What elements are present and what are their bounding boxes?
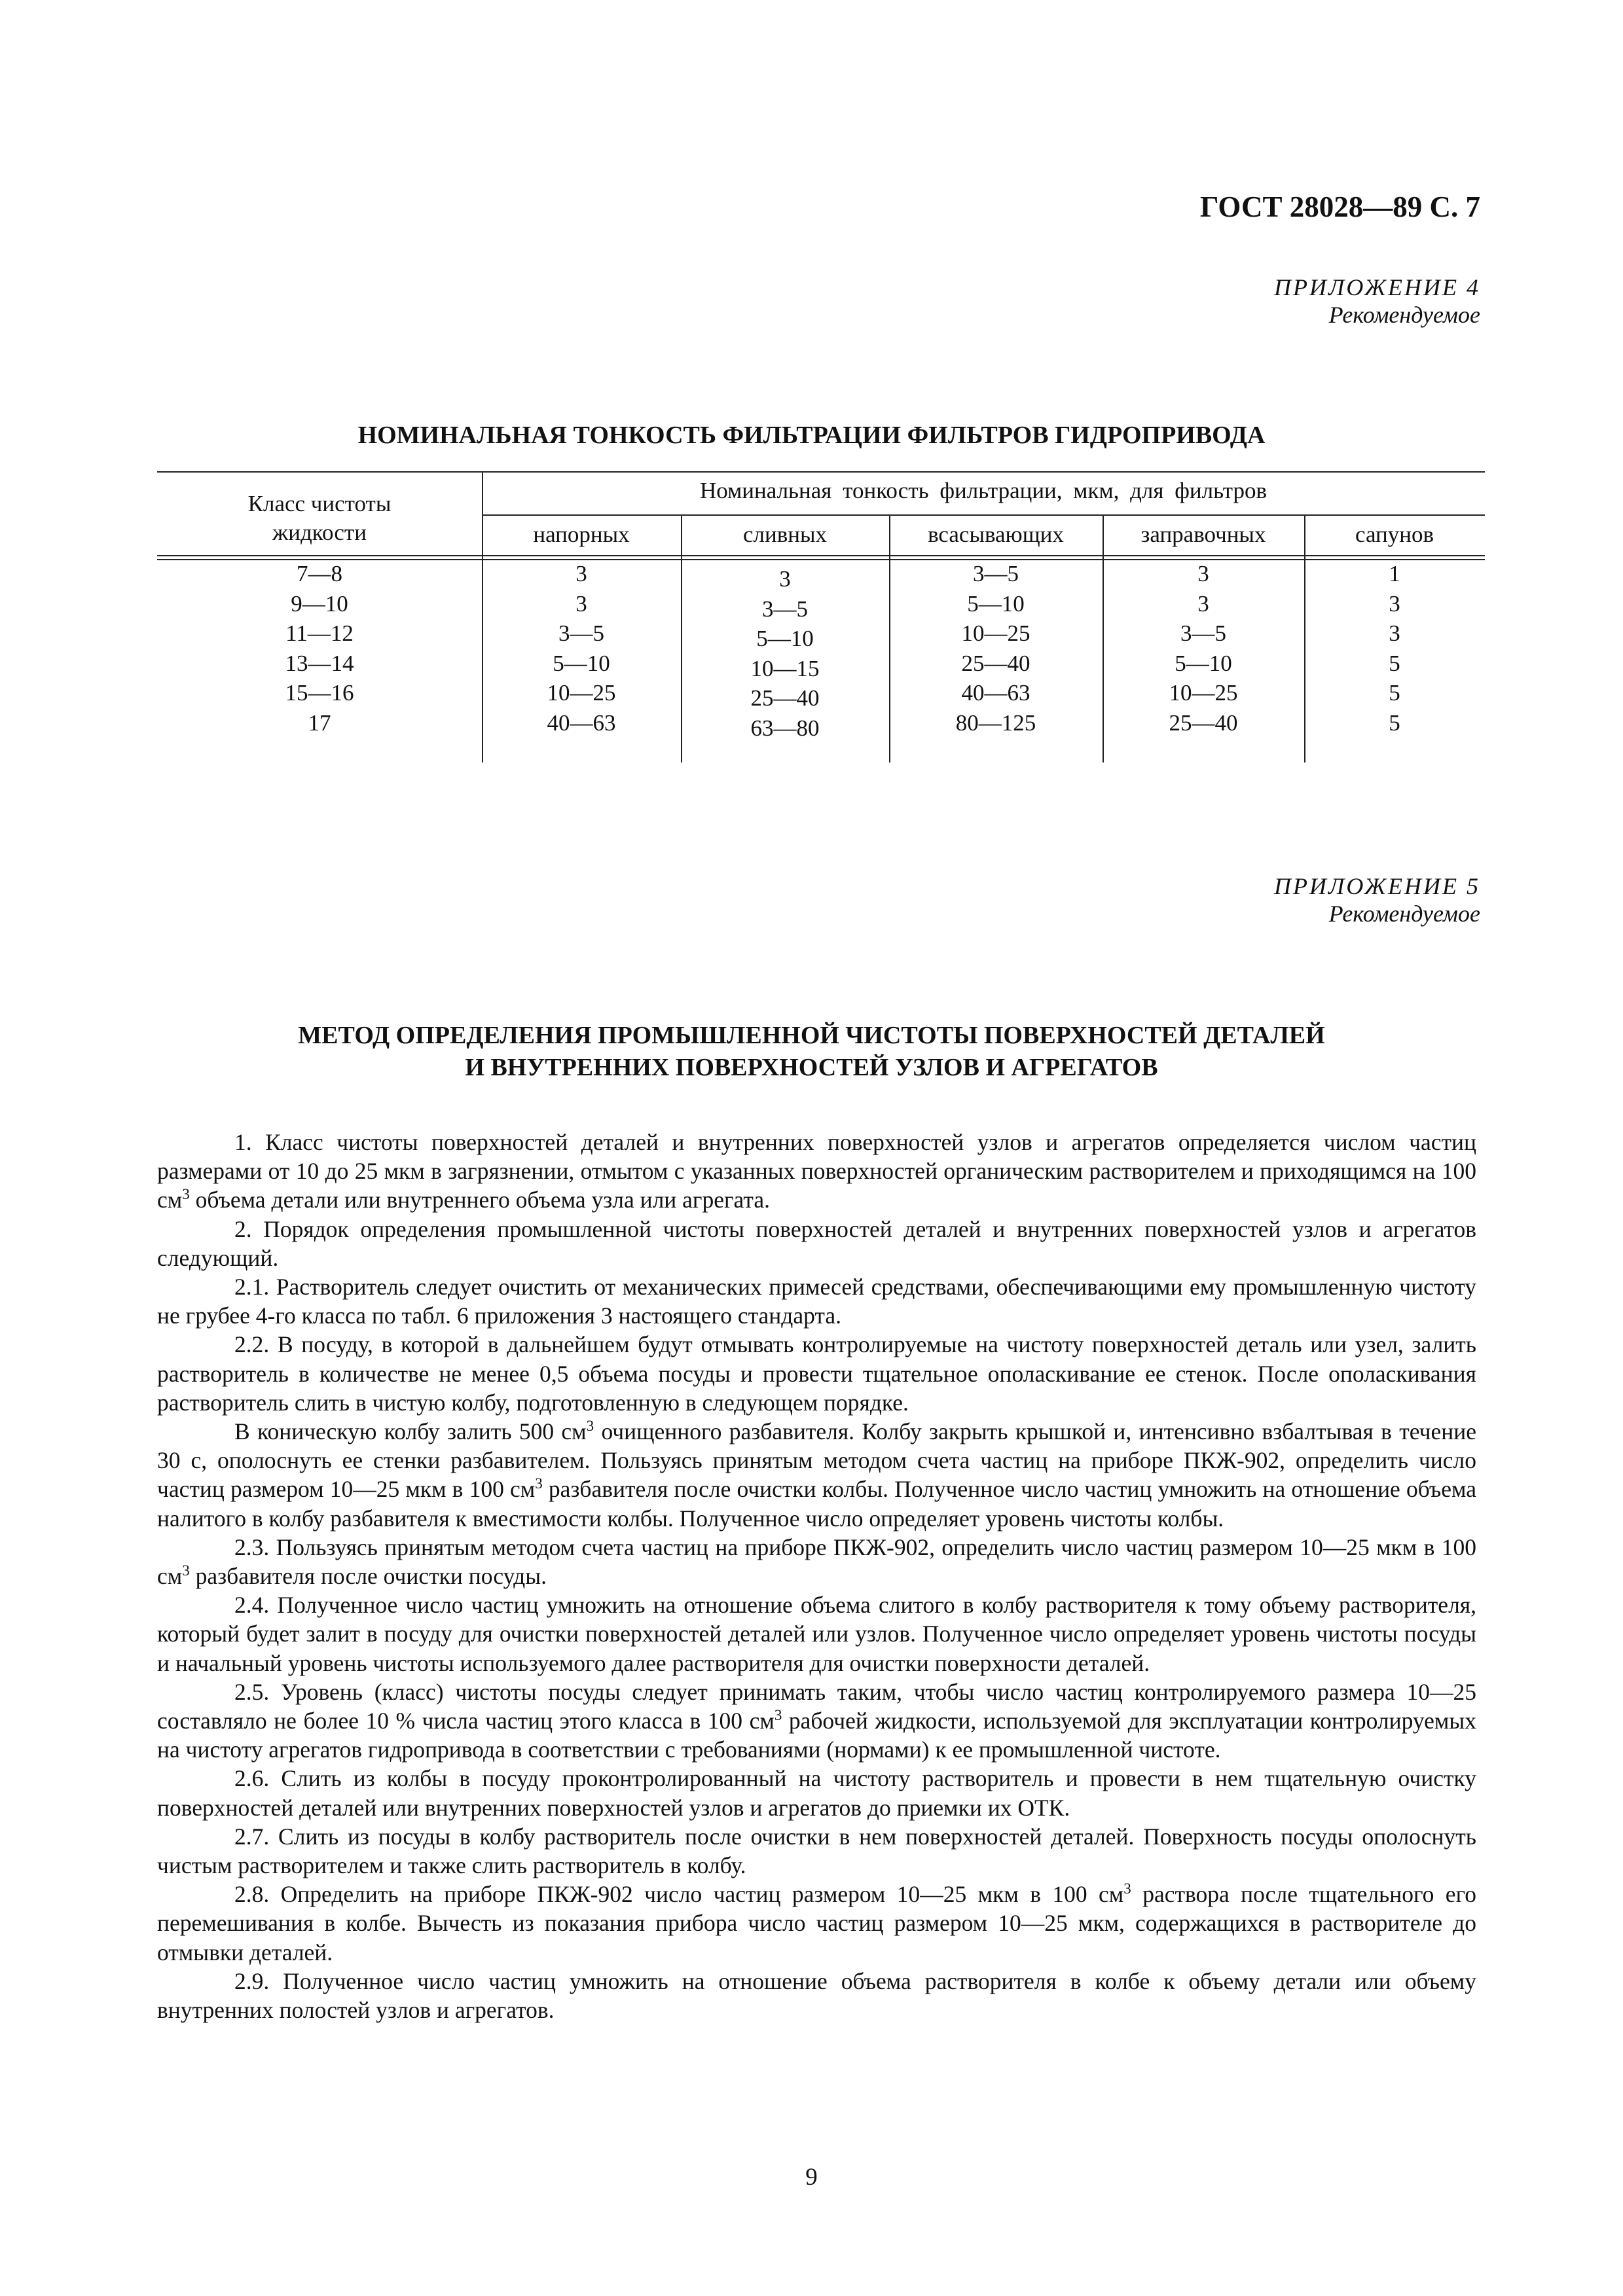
table-cell: 7—8 [297,561,342,586]
table-cell: 13—14 [285,650,354,676]
paragraph-2-8: 2.8. Определить на приборе ПКЖ-902 число частиц размером 10—25 мкм в 100 $см^3$ раствора после тщательного его перемешивания в колбе. Вычесть из показания прибора число частиц размером 10—25 мкм, содержащихся в растворителе до отмывки деталей. [157,1880,1476,1965]
paragraph-2-2-flask: В коническую колбу залить 500 $см^3$ очищенного разбавителя. Колбу закрыть крышкой и, интенсивно взбалтывая в течение 30 с, ополоснуть ее стенки разбавителем. Пользуясь принятым методом счета частиц на приборе ПКЖ-902, определить число частиц размером 10—25 мкм в 100 $см^3$ разбавителя после очистки колбы. Полученное число частиц умножить на отношение объема налитого в колбу разбавителя к вместимости колбы. Полученное число определяет уровень чистоты колбы. [157,1417,1476,1532]
table-cell: 10—25 [961,620,1030,646]
table-cell: 3—5 [762,596,808,622]
paragraph-2-7: 2.7. Слить из посуды в колбу растворитель после очистки в нем поверхностей деталей. Поверхность посуды ополоснуть чистым растворителем и также слить растворитель в колбу. [157,1823,1476,1879]
table-cell: 5 [1389,709,1400,736]
table-cell: 3 [1389,620,1400,646]
row-header-cell: Класс чистоты жидкости [247,491,392,545]
table-cell: 17 [308,709,331,736]
paragraph-2: 2. Порядок определения промышленной чистоты поверхностей деталей и внутренних поверхностей узлов и агрегатов следующий. [157,1215,1476,1271]
class-column [157,559,482,738]
table-cell: 3—5 [973,561,1019,586]
table-cell: 5 [1389,650,1400,676]
paragraph-2-9: 2.9. Полученное число частиц умножить на отношение объема растворителя в колбе к объему детали или объему внутренних полостей узлов и агрегатов. [157,1967,1476,2024]
column-header: напорных [533,522,630,547]
table-cell: 3 [1389,590,1400,617]
table-cell: 10—25 [1169,680,1238,706]
appendix-label: ПРИЛОЖЕНИЕ 4 [1274,274,1480,300]
table-cell: 80—125 [955,709,1036,736]
paragraph-2-6: 2.6. Слить из колбы в посуду проконтролированный на чистоту растворитель и провести в нем тщательную очистку поверхностей деталей или внутренних поверхностей узлов и агрегатов до приемки их ОТК. [157,1765,1476,1821]
document-header: ГОСТ 28028—89 С. 7 [1199,190,1480,223]
appendix-4-heading [1274,274,1480,329]
method-title-line: МЕТОД ОПРЕДЕЛЕНИЯ ПРОМЫШЛЕННОЙ ЧИСТОТЫ ПОВЕРХНОСТЕЙ ДЕТАЛЕЙ [298,1022,1325,1049]
table-cell: 5—10 [967,590,1025,617]
table-title: НОМИНАЛЬНАЯ ТОНКОСТЬ ФИЛЬТРАЦИИ ФИЛЬТРОВ ГИДРОПРИВОДА [357,422,1266,449]
paragraph-2-1: 2.1. Растворитель следует очистить от механических примесей средствами, обеспечивающими ему промышленную чистоту не грубее 4-го класса по табл. 6 приложения 3 настоящего стандарта. [157,1274,1476,1329]
appendix-label: ПРИЛОЖЕНИЕ 5 [1274,873,1480,899]
filtration-table [157,471,1485,762]
paragraph-2-3: 2.3. Пользуясь принятым методом счета частиц на приборе ПКЖ-902, определить число частиц размером 10—25 мкм в 100 $см^3$ разбавителя после очистки посуды. [157,1534,1476,1590]
table-cell: 15—16 [285,680,354,706]
table-cell: 40—63 [961,680,1030,706]
table-cell: 3 [1197,561,1209,586]
method-body [157,1128,1476,2024]
paragraph-2-4: 2.4. Полученное число частиц умножить на отношение объема слитого в колбу растворителя к тому объему растворителя, который будет залит в посуду для очистки поверхностей деталей или узлов. Полученное число определяет уровень чистоты посуды и начальный уровень чистоты используемого далее растворителя для очистки поверхности деталей. [157,1592,1476,1676]
paragraph-1: 1. Класс чистоты поверхностей деталей и внутренних поверхностей узлов и агрегатов определяется числом частиц размерами от 10 до 25 мкм в загрязнении, отмытом с указанных поверхностей органическим растворителем и приходящимся на 100 $см^3$ объема детали или внутреннего объема узла или агрегата. [157,1129,1476,1213]
breather-column [1304,559,1485,738]
paragraph-2-2: 2.2. В посуду, в которой в дальнейшем будут отмывать контролируемые на чистоту поверхностей деталь или узел, залить растворитель в количестве не менее 0,5 объема посуды и провести тщательное ополаскивание ее стенок. После ополаскивания растворитель слить в чистую колбу, подготовленную в следующем порядке. [157,1331,1476,1416]
table-cell: 3 [575,561,587,586]
page-number: 9 [805,2164,818,2191]
method-title-line: И ВНУТРЕННИХ ПОВЕРХНОСТЕЙ УЗЛОВ И АГРЕГАТОВ [465,1054,1158,1081]
appendix-status: Рекомендуемое [1328,901,1480,927]
pressure-column [482,559,681,738]
table-cell: 3 [1197,590,1209,617]
table-cell: 25—40 [961,650,1030,676]
table-cell: 3—5 [558,620,604,646]
table-top-rule [157,471,1485,473]
column-header: сливных [742,522,827,547]
paragraph-2-5: 2.5. Уровень (класс) чистоты посуды следует принимать таким, чтобы число частиц контролируемого размера 10—25 составляло не более 10 % числа частиц этого класса в 100 $см^3$ рабочей жидкости, используемой для эксплуатации контролируемых на чистоту агрегатов гидропривода в соответствии с требованиями (нормами) к ее промышленной чистоте. [157,1678,1476,1763]
table-cell: 5—10 [756,626,814,651]
table-cell: 5—10 [553,650,610,676]
method-title [0,1020,1623,1084]
table-cell: 9—10 [291,590,348,617]
appendix-5-heading [1274,872,1480,927]
table-cell: 5—10 [1175,650,1232,676]
table-group-rule [482,514,1485,516]
table-cell: 11—12 [285,620,354,646]
column-header: всасывающих [928,522,1064,547]
table-cell: 25—40 [750,685,820,711]
table-header-rule [157,555,1485,556]
column-header: заправочных [1140,522,1266,547]
table-cell: 63—80 [750,715,820,741]
table-cell: 40—63 [547,709,616,736]
table-cell: 25—40 [1169,709,1238,736]
column-header: сапунов [1355,522,1434,547]
table-cell: 5 [1389,680,1400,706]
group-header-cell: Номинальная тонкость фильтрации, мкм, для фильтров [700,478,1267,503]
suction-column [889,559,1103,738]
table-cell: 10—25 [547,680,616,706]
drain-column [681,564,889,743]
filling-column [1103,559,1304,738]
table-cell: 3 [575,590,587,617]
table-cell: 3 [779,566,791,592]
table-cell: 3—5 [1180,620,1226,646]
table-cell: 1 [1389,561,1400,586]
table-cell: 10—15 [750,655,820,681]
appendix-status: Рекомендуемое [1328,302,1480,328]
